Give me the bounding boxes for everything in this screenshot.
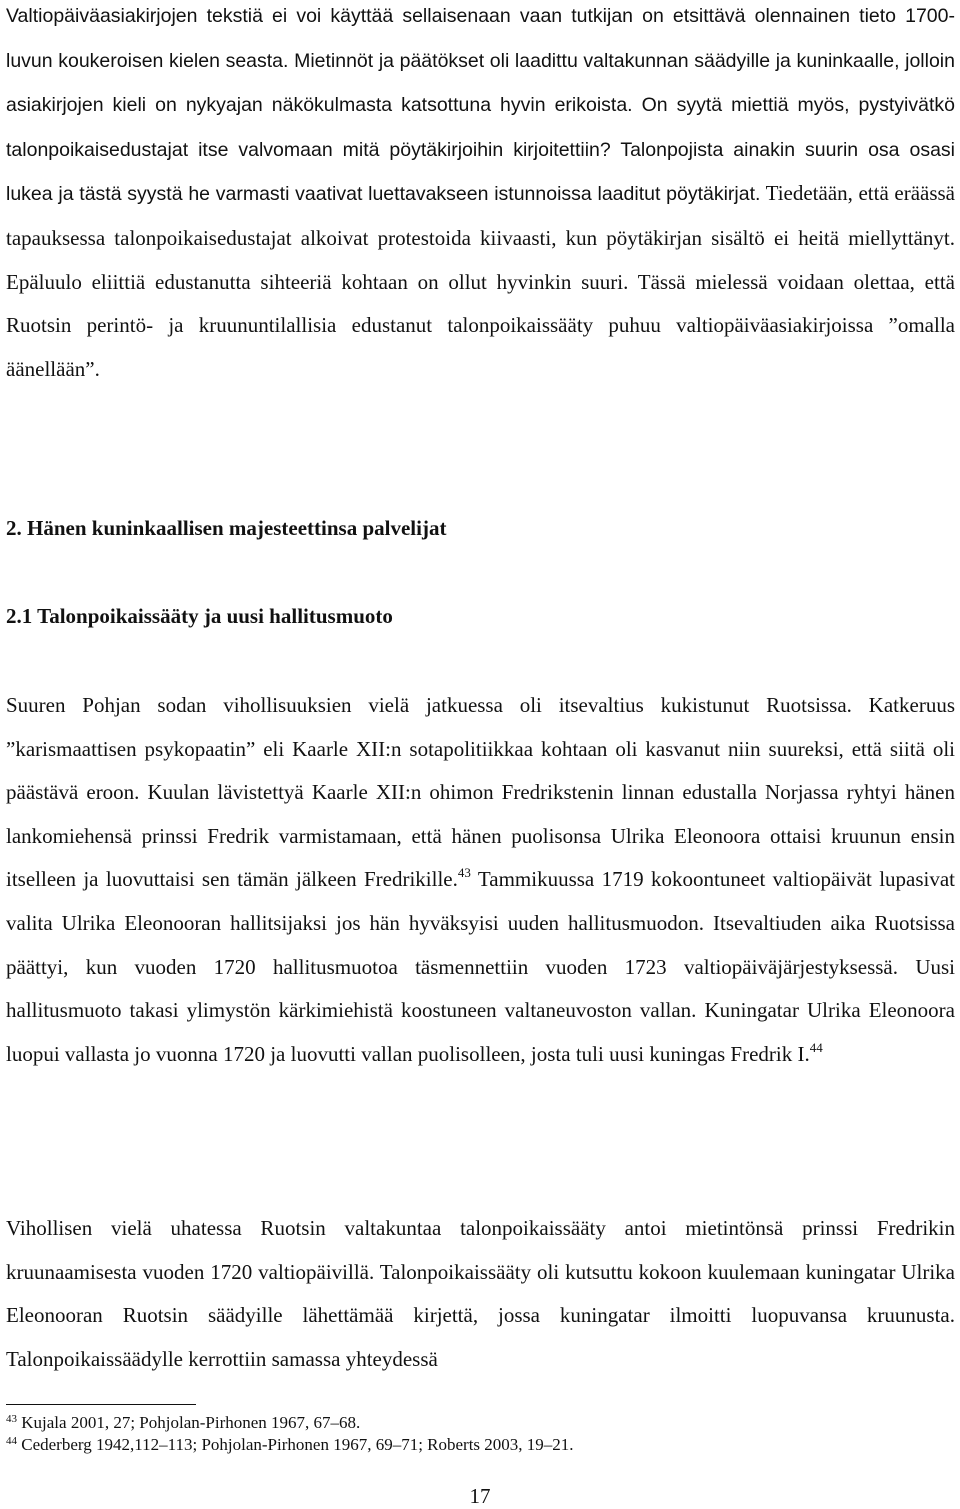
footnote-number: 44: [6, 1435, 17, 1447]
footnote-number: 43: [6, 1413, 17, 1425]
body-paragraph: Vihollisen vielä uhatessa Ruotsin valtakuntaa talonpoikaissääty antoi mietintönsä prinssi Fredrikin kruunaamisesta vuoden 1720 valtiopäivillä. Talonpoikaissääty oli kutsuttu kokoon kuulemaan kuningatar Ulrika Eleonooran Ruotsin säädyille lähettämää kirjettä, jossa kuningatar ilmoitti luopuvansa kruunusta. Talonpoikaissäädylle kerrottiin samassa yhteydessä: [6, 1216, 955, 1371]
footnote-separator: [6, 1404, 196, 1405]
footnote-text: Cederberg 1942,112–113; Pohjolan-Pirhonen 1967, 69–71; Roberts 2003, 19–21.: [17, 1435, 574, 1454]
footnote: [6, 1434, 955, 1456]
paragraph-text: Tiedetään, että eräässä tapauksessa talonpoikaisedustajat alkoivat protestoida kiivaasti, kun pöytäkirjan sisältö ei heitä miellyttänyt. Epäluulo eliittiä edustanutta sihteeriä kohtaan on ollut hyvinkin suuri. Tässä mielessä voidaan olettaa, että Ruotsin perintö- ja kruununtilallisia edustanut talonpoikaissääty puhuu valtiopäiväasiakirjoissa ”omalla äänellään”.: [6, 181, 955, 381]
footnote-reference[interactable]: 44: [809, 1039, 823, 1055]
body-paragraph: [6, 0, 955, 391]
body-paragraph: [6, 684, 955, 1076]
page-number: 17: [469, 1484, 491, 1508]
paragraph-text: Suuren Pohjan sodan vihollisuuksien vielä jatkuessa oli itsevaltius kukistunut Ruotsissa. Katkeruus ”karismaattisen psykopaatin” eli Kaarle XII:n sotapolitiikkaa kohtaan oli kasvanut niin suureksi, että siitä oli päästävä eroon. Kuulan lävistettyä Kaarle XII:n ohimon Fredrikstenin linnan edustalla Norjassa ryhtyi hänen lankomiehensä prinssi Fredrik varmistamaan, että hänen puolisonsa Ulrika Eleonoora ottaisi kruunun ensin itselleen ja luovuttaisi sen tämän jälkeen Fredrikille.: [6, 693, 955, 892]
section-heading: 2.1 Talonpoikaissääty ja uusi hallitusmuoto: [6, 604, 393, 628]
footnotes: [6, 1412, 955, 1456]
paragraph-text: Tammikuussa 1719 kokoontuneet valtiopäivät lupasivat valita Ulrika Eleonooran hallitsijaksi jos hän hyväksyisi uuden hallitusmuodon. Itsevaltiuden aika Ruotsissa päättyi, kun vuoden 1720 hallitusmuotoa täsmennettiin vuoden 1723 valtiopäiväjärjestyksessä. Uusi hallitusmuoto takasi ylimystön kärkimiehistä koostuneen valtaneuvoston vallan. Kuningatar Ulrika Eleonoora luopui vallasta jo vuonna 1720 ja luovutti vallan puolisolleen, josta tuli uusi kuningas Fredrik I.: [6, 867, 956, 1066]
chapter-heading: 2. Hänen kuninkaallisen majesteettinsa palvelijat: [6, 516, 447, 540]
paragraph-text-sans: Valtiopäiväasiakirjojen tekstiä ei voi käyttää sellaisenaan vaan tutkijan on etsittävä olennainen tieto 1700-luvun koukeroisen kielen seasta. Mietinnöt ja päätökset oli laadittu valtakunnan säädyille ja kuninkaalle, jolloin asiakirjojen kieli on nykyajan näkökulmasta katsottuna hyvin erikoista. On syytä miettiä myös, pystyivätkö talonpoikaisedustajat itse valvomaan mitä pöytäkirjoihin kirjoitettiin? Talonpojista ainakin suurin osa osasi lukea ja tästä syystä he varmasti vaativat luettavakseen istunnoissa laaditut pöytäkirjat.: [6, 5, 955, 206]
footnote-reference[interactable]: 43: [457, 865, 471, 881]
footnote: [6, 1412, 955, 1434]
footnote-text: Kujala 2001, 27; Pohjolan-Pirhonen 1967, 67–68.: [17, 1413, 361, 1432]
